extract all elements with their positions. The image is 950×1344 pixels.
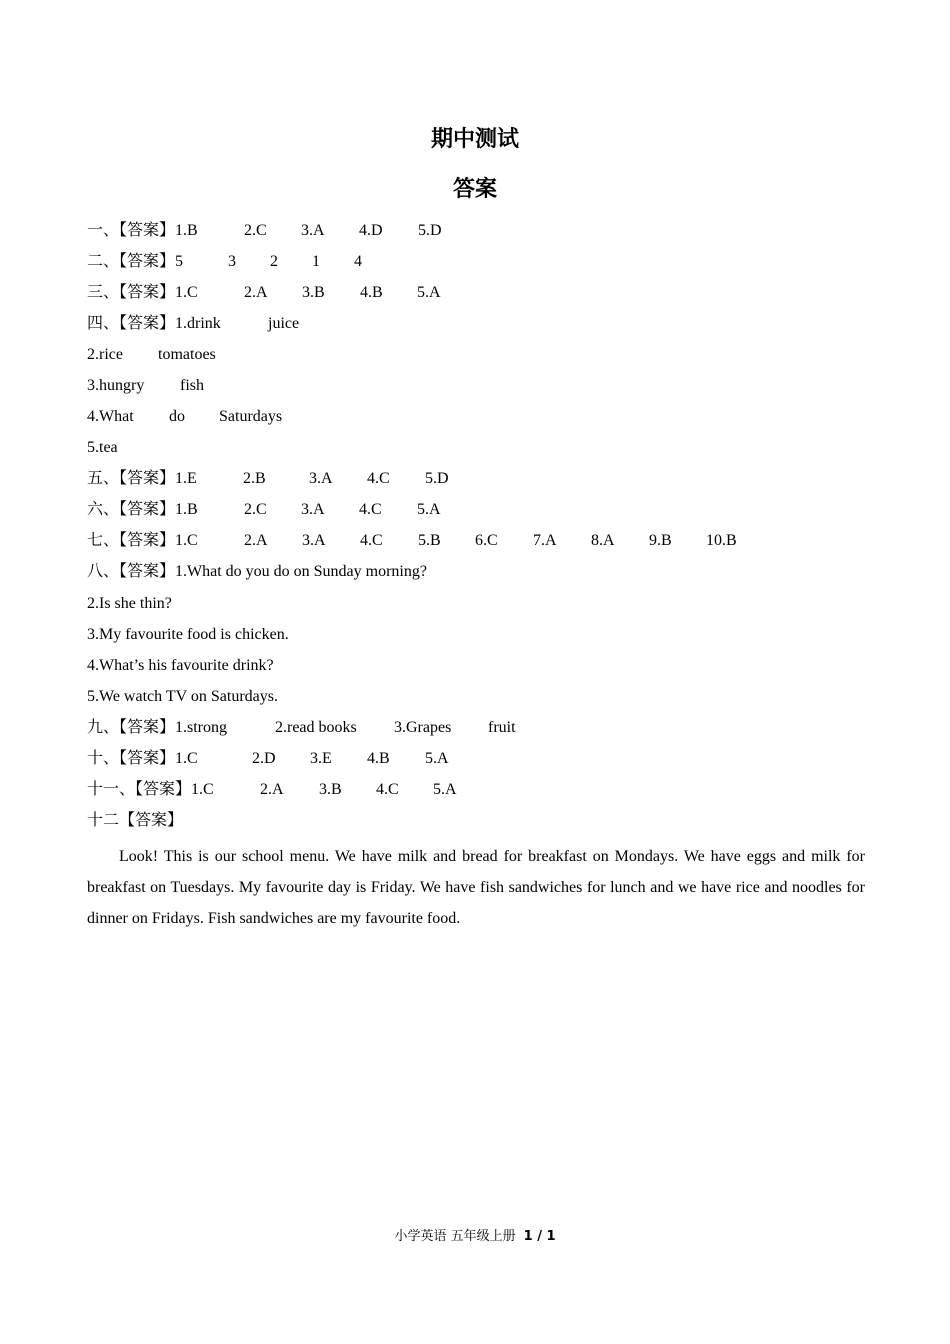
page-subtitle: 答案 [452,176,497,202]
answer-passage: Look! This is our school menu. We have milk and bread for breakfast on Mondays. We have eggs and milk for breakfast on Tuesdays. My favourite day is Friday. We have fish sandwiches for lunch and we have rice and noodles for dinner on Fridays. Fish sandwiches are my favourite food. [87,848,865,927]
answer-item: 4.D [359,222,383,239]
answer-item: 2.A [244,532,268,549]
answer-item: 十一、【答案】1.C [87,781,214,798]
answer-item: 3.My favourite food is chicken. [87,626,289,643]
answer-item: 3 [228,253,236,270]
answer-item: 4.C [367,470,390,487]
answer-item: 4.B [360,284,383,301]
answer-item: 4.C [360,532,383,549]
answer-item: 一、【答案】1.B [87,222,198,239]
answer-item: juice [268,315,300,332]
answer-item: Saturdays [219,408,283,425]
answer-item: 4.What [87,408,134,425]
answer-item: 4.What’s his favourite drink? [87,657,274,674]
answer-item: 2.C [244,501,267,518]
answer-item: 5.A [433,781,457,798]
answer-item: 3.Grapes [394,719,452,736]
answer-item: fruit [488,719,516,736]
answer-item: 十、【答案】1.C [87,750,198,767]
answer-item: 3.A [309,470,333,487]
answer-item: 2.A [244,284,268,301]
answer-item: 7.A [533,532,557,549]
answer-item: fish [180,377,204,394]
answer-item: 5.B [418,532,441,549]
answer-item: 10.B [706,532,737,549]
answer-item: 3.hungry [87,377,145,394]
answer-item: 5.A [417,501,441,518]
footer-text: 小学英语 五年级上册 [394,1229,516,1244]
answer-item: 五、【答案】1.E [87,470,197,487]
answer-item: 5.A [417,284,441,301]
answer-item: 1 [312,253,320,270]
answer-item: 2.A [260,781,284,798]
answer-item: 9.B [649,532,672,549]
answer-item: 5.A [425,750,449,767]
answer-item: 5.We watch TV on Saturdays. [87,688,278,705]
answer-item: 九、【答案】1.strong [87,719,228,736]
answer-item: tomatoes [158,346,216,363]
answer-item: 4 [354,253,362,270]
answer-item: 3.B [319,781,342,798]
answer-item: 4.C [359,501,382,518]
answer-item: 4.B [367,750,390,767]
answer-item: 5.D [418,222,442,239]
page-title: 期中测试 [430,126,519,152]
answer-item: 2.D [252,750,276,767]
answer-item: 2.read books [275,719,357,736]
answer-item: 4.C [376,781,399,798]
answer-item: 四、【答案】1.drink [87,315,221,332]
answer-item: 2.Is she thin? [87,595,172,612]
answer-item: 3.E [310,750,332,767]
answer-item: 3.A [302,532,326,549]
answer-item: 2 [270,253,278,270]
answer-item: 三、【答案】1.C [87,284,198,301]
page-number: 1 / 1 [523,1229,556,1244]
answer-item: 2.C [244,222,267,239]
answer-item: 3.B [302,284,325,301]
answer-item: 七、【答案】1.C [87,532,198,549]
answer-item: 2.B [243,470,266,487]
answer-item: 二、【答案】5 [87,253,184,270]
answer-item: 十二【答案】 [87,812,184,829]
page-footer [0,1228,950,1246]
answer-item: do [169,408,185,425]
answer-item: 2.rice [87,346,123,363]
answer-item: 8.A [591,532,615,549]
answer-item: 八、【答案】1.What do you do on Sunday morning? [87,563,427,580]
answer-item: 6.C [475,532,498,549]
answer-item: 六、【答案】1.B [87,501,198,518]
answer-item: 3.A [301,501,325,518]
answer-item: 3.A [301,222,325,239]
answer-item: 5.tea [87,439,118,456]
answer-item: 5.D [425,470,449,487]
